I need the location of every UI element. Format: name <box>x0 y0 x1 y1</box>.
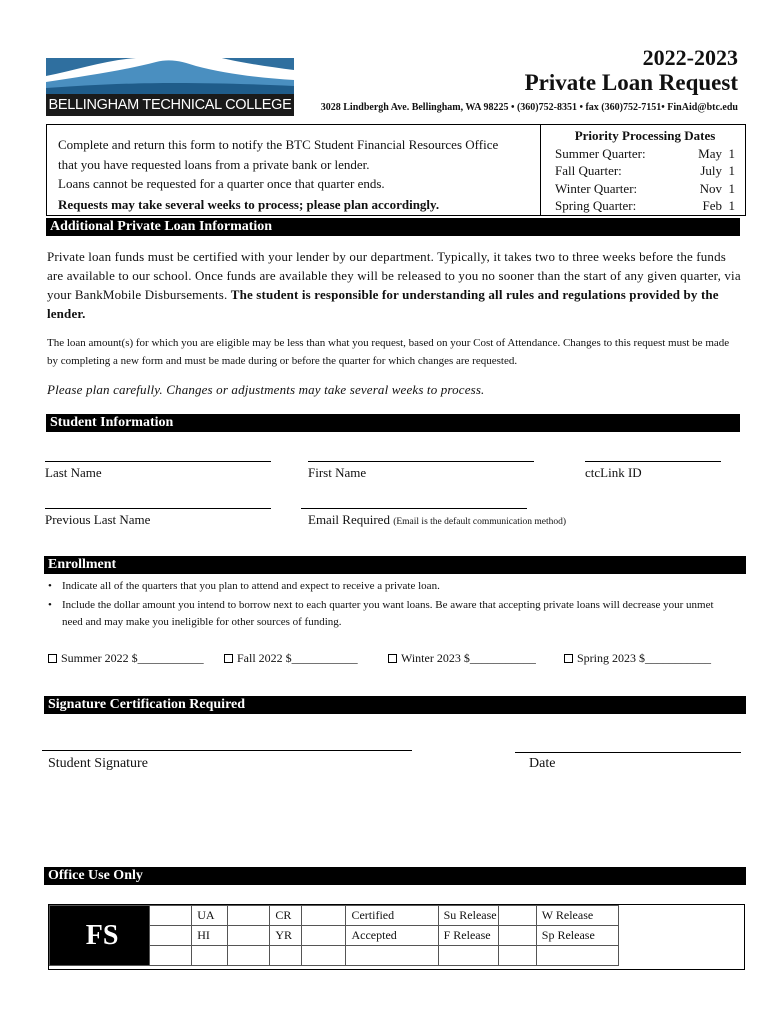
priority-date: July 1 <box>700 163 735 178</box>
last-name-label: Last Name <box>45 465 102 480</box>
last-name-line[interactable] <box>45 461 271 462</box>
student-signature-line[interactable] <box>42 750 412 751</box>
list-item: • Include the dollar amount you intend to borrow next to each quarter you want loans. Be aware that accepting private loans will decrease your unmet need and may make you ineligible for other sources of funding. <box>44 597 724 631</box>
winter-checkbox[interactable] <box>388 654 397 663</box>
fall-checkbox[interactable] <box>224 654 233 663</box>
office-use-table <box>49 905 619 966</box>
additional-paragraph-3: Please plan carefully. Changes or adjustments may take several weeks to process. <box>47 382 485 397</box>
office-cell-label: HI <box>192 926 228 946</box>
quarter-label: Summer 2022 $___________ <box>61 651 204 665</box>
additional-bold-text: The student is responsible for understanding all rules and regulations provided by the lender. <box>47 287 719 321</box>
priority-row <box>555 197 735 215</box>
enrollment-instructions <box>44 578 724 631</box>
office-cell <box>346 946 438 966</box>
first-name-line[interactable] <box>308 461 534 462</box>
quarter-selection <box>48 651 738 666</box>
office-cell <box>302 946 346 966</box>
intro-line-3: Loans cannot be requested for a quarter once that quarter ends. <box>58 176 385 191</box>
email-label <box>308 512 566 528</box>
office-cell <box>498 906 536 926</box>
office-cell-label: F Release <box>438 926 498 946</box>
additional-text: Private loan funds must be certified with your lender by our department. Typically, it takes two to three weeks before the funds are available to our school. Once funds are available they will be released to you no sooner than the start of any given quarter, via your BankMobile Disbursements. <box>47 249 741 302</box>
date-label: Date <box>529 756 556 771</box>
office-cell-label: YR <box>270 926 302 946</box>
office-cell <box>150 926 192 946</box>
section-heading-office: Office Use Only <box>44 867 746 885</box>
priority-date: Nov 1 <box>699 180 735 196</box>
contact-address: 3028 Lindbergh Ave. Bellingham, WA 98225 • (360)752-8351 • fax (360)752-7151• FinAid@btc.edu <box>320 102 738 113</box>
office-use-box <box>48 904 745 970</box>
office-cell-label: Sp Release <box>536 926 618 946</box>
quarter-option-fall[interactable] <box>224 651 388 666</box>
table-row <box>50 906 619 926</box>
quarter-label: Fall 2022 $___________ <box>237 651 358 665</box>
email-label-text: Email Required <box>308 512 390 527</box>
priority-title: Priority Processing Dates <box>574 128 716 143</box>
priority-quarter: Spring Quarter: <box>555 198 637 213</box>
quarter-option-winter[interactable] <box>388 651 564 666</box>
priority-row <box>555 162 735 180</box>
office-cell-label: UA <box>192 906 228 926</box>
office-cell <box>150 946 192 966</box>
ctclink-id-line[interactable] <box>585 461 721 462</box>
office-cell <box>228 926 270 946</box>
list-item: • Indicate all of the quarters that you plan to attend and expect to receive a private loan. <box>44 578 724 595</box>
college-name: BELLINGHAM TECHNICAL COLLEGE <box>46 94 294 116</box>
ctclink-id-label: ctcLink ID <box>585 465 642 480</box>
intro-box <box>46 124 540 216</box>
student-signature-label: Student Signature <box>48 756 148 771</box>
section-heading-student: Student Information <box>46 414 740 432</box>
intro-line-2: that you have requested loans from a private bank or lender. <box>58 156 370 172</box>
summer-checkbox[interactable] <box>48 654 57 663</box>
office-cell <box>228 906 270 926</box>
office-cell-label: CR <box>270 906 302 926</box>
email-line[interactable] <box>301 508 527 509</box>
office-cell-label: Certified <box>346 906 438 926</box>
office-cell <box>498 926 536 946</box>
priority-date: May 1 <box>698 145 735 161</box>
date-line[interactable] <box>515 752 741 753</box>
office-cell <box>270 946 302 966</box>
quarter-option-summer[interactable] <box>48 651 224 666</box>
section-heading-signature: Signature Certification Required <box>44 696 746 714</box>
office-cell <box>150 906 192 926</box>
office-cell-label: Accepted <box>346 926 438 946</box>
previous-last-name-line[interactable] <box>45 508 271 509</box>
quarter-label: Winter 2023 $___________ <box>401 651 536 665</box>
additional-paragraph-1 <box>47 247 742 323</box>
office-cell <box>498 946 536 966</box>
college-logo <box>46 40 294 116</box>
office-cell <box>302 906 346 926</box>
priority-quarter: Fall Quarter: <box>555 163 622 178</box>
quarter-option-spring[interactable] <box>564 651 711 666</box>
first-name-label: First Name <box>308 465 367 480</box>
form-year: 2022-2023 <box>642 45 738 70</box>
page-title: Private Loan Request <box>524 70 738 95</box>
priority-row <box>555 145 735 163</box>
office-cell <box>302 926 346 946</box>
priority-row <box>555 180 735 198</box>
priority-quarter: Summer Quarter: <box>555 145 646 161</box>
priority-dates-box <box>540 124 746 216</box>
intro-line-1: Complete and return this form to notify the BTC Student Financial Resources Office <box>58 137 499 152</box>
section-heading-enrollment: Enrollment <box>44 556 746 574</box>
email-note: (Email is the default communication method) <box>393 517 567 527</box>
office-cell-label: Su Release <box>438 906 498 926</box>
priority-date: Feb 1 <box>702 198 735 213</box>
priority-quarter: Winter Quarter: <box>555 180 638 196</box>
additional-paragraph-2: The loan amount(s) for which you are eligible may be less than what you request, based on your Cost of Attendance. Changes to this request must be made by completing a new form and must be made during or before the quarter for which changes are requested. <box>47 337 730 367</box>
mountain-icon <box>46 40 294 96</box>
office-cell <box>228 946 270 966</box>
quarter-label: Spring 2023 $___________ <box>577 651 712 665</box>
office-cell-label: W Release <box>536 906 618 926</box>
section-heading-additional: Additional Private Loan Information <box>46 218 740 236</box>
previous-last-name-label: Previous Last Name <box>45 512 151 527</box>
office-cell <box>438 946 498 966</box>
spring-checkbox[interactable] <box>564 654 573 663</box>
fs-label: FS <box>50 906 150 966</box>
office-cell <box>536 946 618 966</box>
intro-warning: Requests may take several weeks to process; please plan accordingly. <box>58 197 440 212</box>
office-cell <box>192 946 228 966</box>
